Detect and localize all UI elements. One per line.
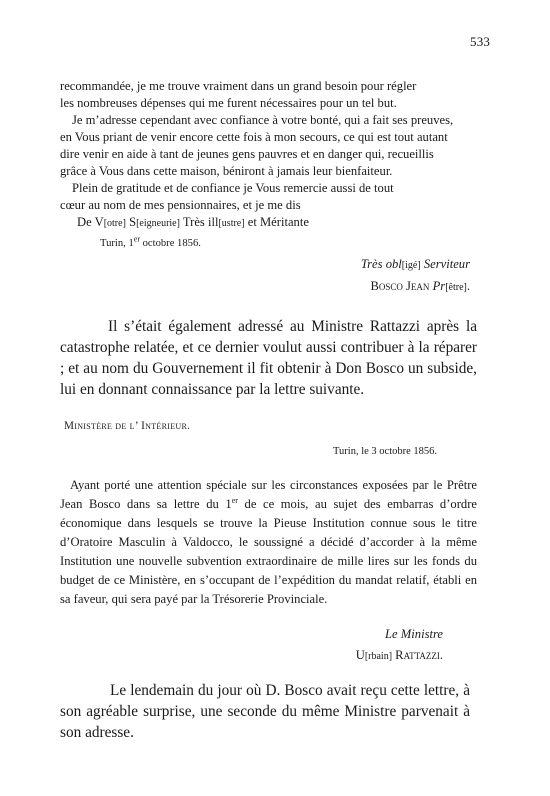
letter-signature bbox=[60, 254, 470, 298]
letter-line: Plein de gratitude et de confiance je Vous remercie aussi de tout bbox=[72, 181, 394, 195]
ministry-text: Ayant porté une attention spéciale sur les circonstances exposées par le Prêtre Jean Bosco dans sa lettre du 1er de ce mois, au sujet des embarras d’ordre économique dans lesquels se trouve la Pieuse Institution connue sous le titre d’Oratoire Masculin à Valdocco, le soussigné a décidé d’accorder à la même Institution une nouvelle subvention extraordinaire de mille lires sur les fonds du budget de ce Ministère, en s’occupant de l’expédition du mandat relatif, établi en sa faveur, qui sera payé par la Trésorerie Provinciale. bbox=[60, 478, 477, 606]
letter-line: dire venir en aide à tant de jeunes gens pauvres et en danger qui, recueillis bbox=[60, 147, 434, 161]
narrative-paragraph-1 bbox=[60, 316, 477, 400]
salutation: De V[otre] S[eigneurie] Très ill[ustre] et Méritante bbox=[77, 215, 309, 229]
letter-line: Je m’adresse cependant avec confiance à votre bonté, qui a fait ses preuves, bbox=[72, 113, 454, 127]
page-number: 533 bbox=[470, 34, 491, 49]
narrative-text: Il s’était également adressé au Ministre Rattazzi après la catastrophe relatée, et ce dernier voulut aussi contribuer à la réparer ; et au nom du Gouvernement il fit obtenir à Don Bosco un subside, lui en donnant connaissance par la lettre suivante. bbox=[60, 318, 478, 398]
ministry-letter-body bbox=[60, 476, 477, 609]
letter-line: recommandée, je me trouve vraiment dans un grand besoin pour régler bbox=[60, 79, 417, 93]
signature-line-1: Très obl[igé] Serviteur bbox=[360, 257, 470, 271]
ministry-date: Turin, le 3 octobre 1856. bbox=[333, 446, 438, 457]
minister-name: U[rbain] Rattazzi. bbox=[355, 648, 443, 662]
ministry-header: Ministère de l’ Intérieur. bbox=[64, 420, 191, 432]
letter-line: grâce à Vous dans cette maison, béniront à jamais leur bienfaiteur. bbox=[60, 164, 393, 178]
letter-line: en Vous priant de venir encore cette fois à mon secours, ce qui est tout autant bbox=[60, 130, 448, 144]
narrative-paragraph-2 bbox=[60, 680, 470, 743]
narrative-text: Le lendemain du jour où D. Bosco avait reçu cette lettre, à son agréable surprise, une seconde du même Ministre parvenait à son adresse. bbox=[60, 682, 470, 741]
ministry-signature bbox=[60, 624, 443, 667]
letter-line: cœur au nom de mes pensionnaires, et je me dis bbox=[60, 198, 301, 212]
letter-date: Turin, 1er octobre 1856. bbox=[100, 234, 201, 249]
signature-line-2: Bosco Jean Pr[être]. bbox=[370, 279, 470, 293]
letter-body bbox=[60, 78, 477, 252]
minister-title: Le Ministre bbox=[385, 627, 443, 641]
letter-line: les nombreuses dépenses qui me furent nécessaires pour un tel but. bbox=[60, 96, 397, 110]
